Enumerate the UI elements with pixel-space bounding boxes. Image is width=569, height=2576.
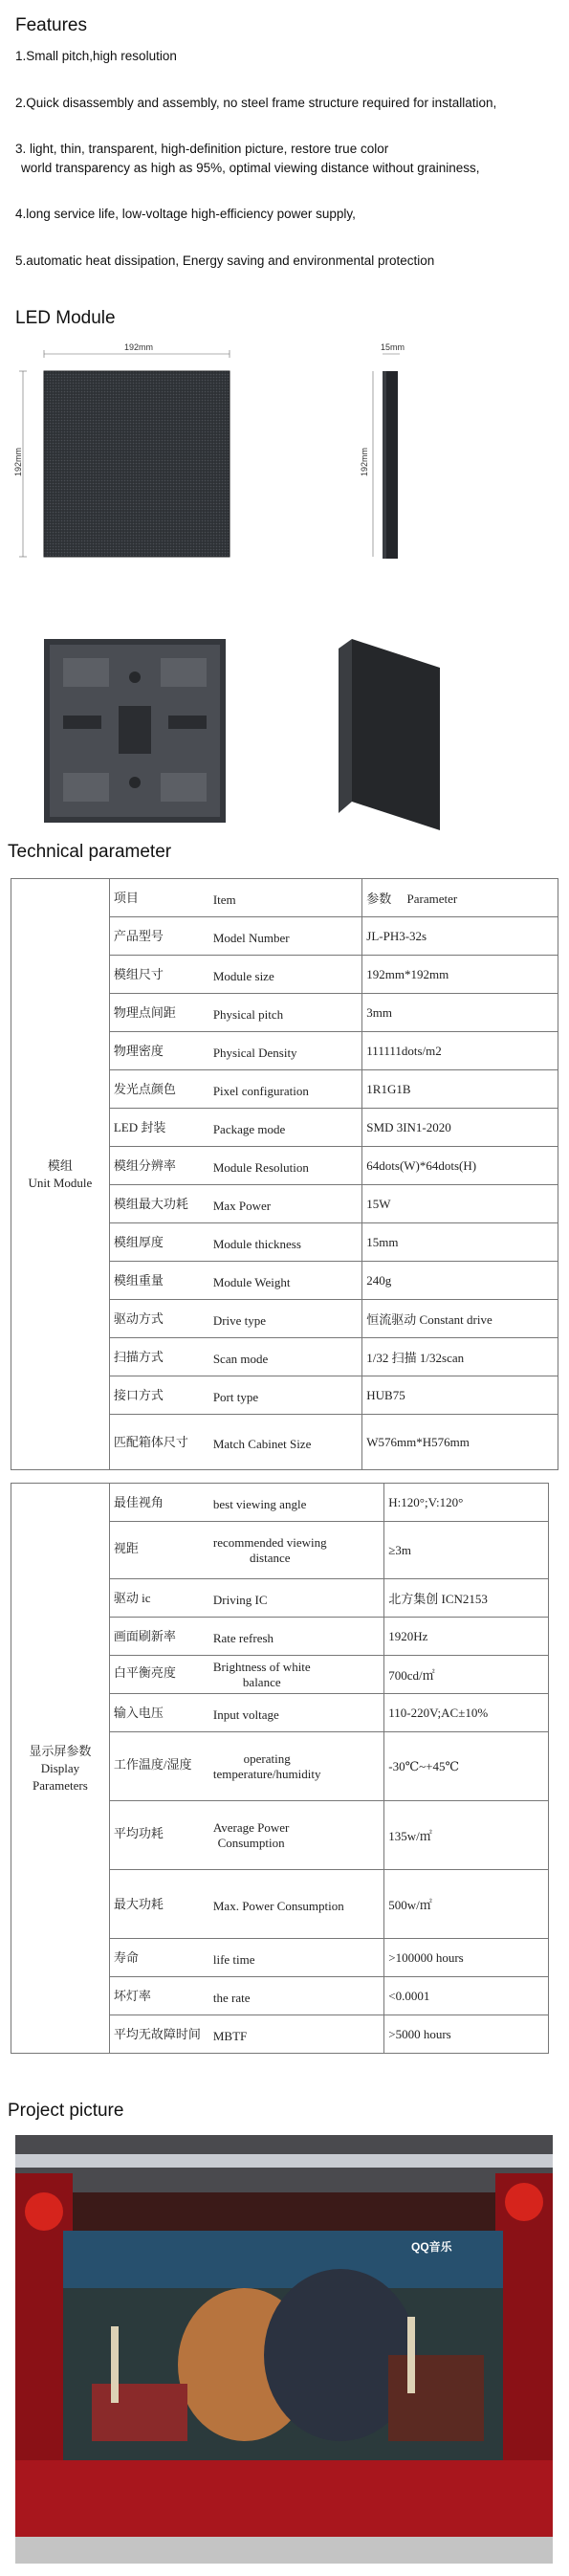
param-name-cell (109, 1939, 383, 1977)
led-module-title: LED Module (15, 308, 116, 328)
param-value-cell: JL-PH3-32s (362, 917, 558, 956)
qq-music-logo: QQ音乐 (411, 2240, 452, 2254)
param-value-cell: <0.0001 (384, 1977, 549, 2015)
param-value-cell: 北方集创 ICN2153 (384, 1579, 549, 1618)
param-name-en: Match Cabinet Size (212, 1436, 312, 1451)
param-name-en: Model Number (212, 930, 290, 945)
param-name-en: life time (212, 1951, 255, 1967)
param-name-en: Rate refresh (212, 1630, 274, 1645)
param-name-cell (109, 1223, 361, 1262)
param-value-cell: 135w/㎡ (384, 1801, 549, 1870)
param-name-cell (109, 1109, 361, 1147)
param-value-cell: 240g (362, 1262, 558, 1300)
param-name-cn: 模组重量 (113, 1273, 164, 1288)
param-value-cell: 3mm (362, 994, 558, 1032)
param-name-cell (109, 1656, 383, 1694)
param-name-en: the rate (212, 1990, 251, 2005)
param-value-cell: 15W (362, 1185, 558, 1223)
module-angled-photo (335, 639, 440, 830)
param-value-cell: 15mm (362, 1223, 558, 1262)
param-name-cn: 物理点间距 (113, 1005, 176, 1021)
module-side-height-label: 192mm (360, 447, 370, 477)
param-name-cn: 驱动方式 (113, 1311, 164, 1327)
param-name-cell (109, 956, 361, 994)
module-back-photo (44, 639, 226, 823)
param-name-cell (109, 1070, 361, 1109)
param-value-cell: ≥3m (384, 1522, 549, 1579)
param-name-cn: 模组分辨率 (113, 1158, 176, 1174)
param-name-cn: 产品型号 (113, 929, 164, 944)
param-name-cell (109, 2015, 383, 2054)
features-title: Features (15, 15, 87, 35)
param-name-en: Module size (212, 968, 274, 983)
tech-title: Technical parameter (8, 842, 172, 862)
display-parameters-table (11, 1483, 549, 2054)
param-name-en: best viewing angle (212, 1496, 307, 1511)
param-name-en: MBTF (212, 2028, 248, 2043)
param-name-cell (109, 1415, 361, 1470)
param-name-en: Pixel configuration (212, 1083, 309, 1098)
param-name-cell (109, 1147, 361, 1185)
param-name-cell (109, 1262, 361, 1300)
param-name-en: recommended viewing distance (212, 1534, 327, 1565)
param-value-cell: 111111dots/m2 (362, 1032, 558, 1070)
param-name-cell (109, 1032, 361, 1070)
param-name-cell (109, 1977, 383, 2015)
module-side-view (354, 344, 411, 560)
param-name-cn: LED 封装 (113, 1120, 166, 1135)
param-name-en: Input voltage (212, 1706, 279, 1722)
param-value-cell: 192mm*192mm (362, 956, 558, 994)
param-name-cn: 项目 (113, 891, 139, 906)
display-parameters-group-label: 显示屏参数 Display Parameters (11, 1484, 110, 2054)
param-name-en: Module thickness (212, 1236, 301, 1251)
param-name-en: operating temperature/humidity (212, 1750, 321, 1781)
param-name-cn: 扫描方式 (113, 1350, 164, 1365)
module-front-view (13, 342, 237, 560)
param-name-cn: 视距 (113, 1541, 139, 1556)
param-name-cell (109, 1185, 361, 1223)
param-value-cell: 1R1G1B (362, 1070, 558, 1109)
module-angled-diagram (335, 639, 440, 830)
param-name-en: Driving IC (212, 1592, 268, 1607)
project-title: Project picture (8, 2101, 124, 2121)
param-name-cn: 输入电压 (113, 1706, 164, 1721)
param-name-en: Physical Density (212, 1045, 297, 1060)
param-name-cn: 寿命 (113, 1950, 139, 1966)
param-name-cell (109, 1801, 383, 1870)
param-name-cell (109, 1484, 383, 1522)
param-name-en: Max Power (212, 1198, 272, 1213)
param-value-cell: HUB75 (362, 1376, 558, 1415)
param-value-cell: H:120°;V:120° (384, 1484, 549, 1522)
param-name-cell (109, 1732, 383, 1801)
param-name-cn: 平均无故障时间 (113, 2027, 201, 2042)
param-name-en: Module Weight (212, 1274, 291, 1289)
param-name-cn: 模组厚度 (113, 1235, 164, 1250)
param-name-cell (109, 1376, 361, 1415)
param-name-cell (109, 917, 361, 956)
param-name-en: Max. Power Consumption (212, 1898, 344, 1913)
table-row (11, 879, 558, 917)
unit-module-group-label: 模组 Unit Module (11, 879, 110, 1470)
param-value-cell: SMD 3IN1-2020 (362, 1109, 558, 1147)
param-name-cell (109, 1870, 383, 1939)
param-name-cn: 画面刷新率 (113, 1629, 176, 1644)
param-name-cn: 发光点颜色 (113, 1082, 176, 1097)
param-value-cell: 1920Hz (384, 1618, 549, 1656)
feature-item-2: 2.Quick disassembly and assembly, no steel frame structure required for installation, (15, 96, 497, 110)
feature-item-3-cont: world transparency as high as 95%, optimal viewing distance without graininess, (21, 161, 480, 175)
project-photo-scene (15, 2135, 553, 2564)
param-value-cell: 64dots(W)*64dots(H) (362, 1147, 558, 1185)
param-name-cn: 物理密度 (113, 1044, 164, 1059)
param-name-cn: 平均功耗 (113, 1826, 164, 1841)
param-name-cn: 模组尺寸 (113, 967, 164, 982)
table-row (11, 1484, 549, 1522)
feature-item-1: 1.Small pitch,high resolution (15, 49, 177, 63)
param-name-en: Drive type (212, 1312, 267, 1328)
param-value-cell: 500w/㎡ (384, 1870, 549, 1939)
param-name-en: Module Resolution (212, 1159, 309, 1175)
param-name-cell (109, 994, 361, 1032)
param-name-cn: 模组最大功耗 (113, 1197, 188, 1212)
param-name-cn: 白平衡亮度 (113, 1665, 176, 1681)
param-value-cell: 700cd/㎡ (384, 1656, 549, 1694)
project-photo (15, 2135, 553, 2564)
module-height-label: 192mm (13, 447, 24, 477)
param-name-en: Port type (212, 1389, 259, 1404)
param-name-cell (109, 1579, 383, 1618)
param-name-cell (109, 879, 361, 917)
param-name-cn: 匹配箱体尺寸 (113, 1435, 188, 1450)
param-value-cell: -30℃~+45℃ (384, 1732, 549, 1801)
param-name-cell (109, 1618, 383, 1656)
param-name-en: Average Power Consumption (212, 1819, 290, 1850)
param-name-cn: 驱动 ic (113, 1591, 151, 1606)
param-name-en: Scan mode (212, 1351, 269, 1366)
feature-item-4: 4.long service life, low-voltage high-efficiency power supply, (15, 207, 356, 221)
param-value-cell: W576mm*H576mm (362, 1415, 558, 1470)
param-value-cell: >100000 hours (384, 1939, 549, 1977)
module-front-diagram (17, 344, 237, 560)
param-name-cell (109, 1522, 383, 1579)
param-name-cn: 最大功耗 (113, 1897, 164, 1912)
param-name-cn: 接口方式 (113, 1388, 164, 1403)
feature-item-5: 5.automatic heat dissipation, Energy saving and environmental protection (15, 253, 435, 268)
module-back-diagram (44, 639, 226, 823)
param-name-cn: 最佳视角 (113, 1495, 164, 1510)
param-name-cn: 坏灯率 (113, 1989, 151, 2004)
param-name-cell (109, 1300, 361, 1338)
feature-item-3: 3. light, thin, transparent, high-definition picture, restore true color (15, 142, 389, 156)
module-width-label: 192mm (124, 342, 154, 352)
param-name-en: Brightness of white balance (212, 1659, 311, 1689)
param-name-cell (109, 1338, 361, 1376)
param-value-cell: 1/32 扫描 1/32scan (362, 1338, 558, 1376)
param-value-cell: 110-220V;AC±10% (384, 1694, 549, 1732)
param-name-en: Physical pitch (212, 1006, 284, 1022)
param-name-en: Item (212, 892, 236, 907)
param-value-cell: >5000 hours (384, 2015, 549, 2054)
param-value-cell: 恒流驱动 Constant drive (362, 1300, 558, 1338)
param-name-cell (109, 1694, 383, 1732)
module-depth-label: 15mm (381, 342, 405, 352)
unit-module-table (11, 878, 558, 1470)
param-name-cn: 工作温度/湿度 (113, 1757, 192, 1772)
param-name-en: Package mode (212, 1121, 286, 1136)
param-value-cell: 参数 Parameter (362, 879, 558, 917)
